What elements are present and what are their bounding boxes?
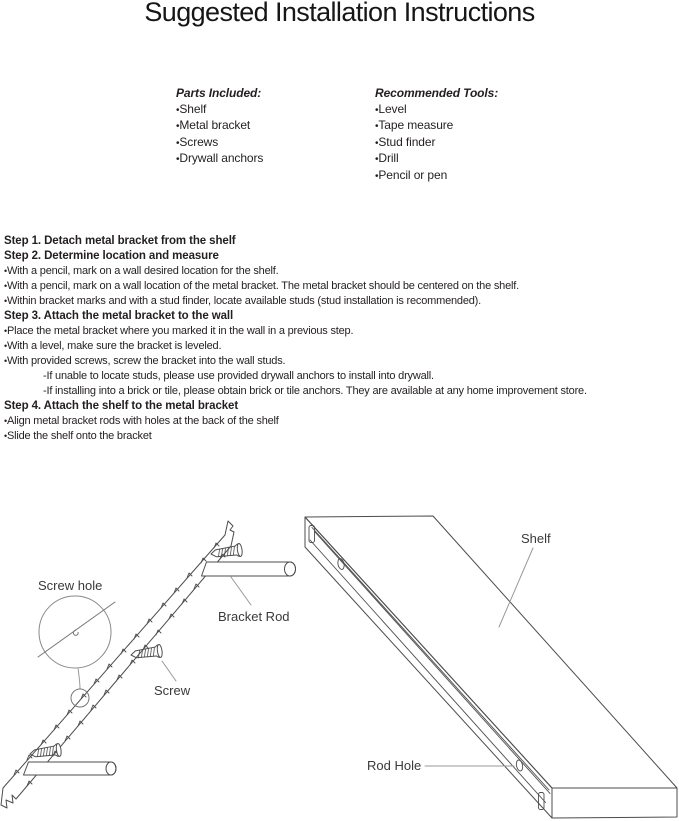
bracket-rod-top-drawing: [202, 562, 296, 576]
bracket-rod-leader: [231, 577, 251, 605]
keyhole-detail: [73, 630, 78, 635]
screw-hole-magnifier: [38, 596, 115, 707]
shelf-label: Shelf: [521, 531, 551, 546]
step-2-bullet: • With a pencil, mark on a wall location of the metal bracket. The metal bracket should be centered on the shelf.: [4, 279, 679, 294]
step-4-bullet: • Align metal bracket rods with holes at the back of the shelf: [4, 414, 679, 429]
shelf-drawing: [305, 516, 677, 818]
step-3-bullet: • With a level, make sure the bracket is leveled.: [4, 339, 679, 354]
page-title: Suggested Installation Instructions: [144, 0, 535, 27]
step-3-bullet: • Place the metal bracket where you marked it in the wall in a previous step.: [4, 324, 679, 339]
bracket-rod-label: Bracket Rod: [218, 609, 290, 624]
parts-item: • Drywall anchors: [176, 151, 263, 168]
installation-diagram: [0, 480, 679, 821]
bracket-rod-bottom-drawing: [24, 762, 117, 775]
tools-item: • Drill: [375, 151, 498, 168]
step-3-bullet: • With provided screws, screw the bracket into the wall studs.: [4, 354, 679, 369]
tools-heading: Recommended Tools:: [375, 86, 499, 100]
tools-item: • Stud finder: [375, 135, 498, 152]
step-2-bullet: • Within bracket marks and with a stud finder, locate available studs (stud installation is recommended).: [4, 294, 679, 309]
step-3-heading: Step 3. Attach the metal bracket to the wall: [4, 310, 234, 322]
shelf-channel: [309, 526, 550, 810]
leader-lines: [162, 548, 533, 766]
screw-label: Screw: [154, 683, 191, 698]
parts-heading: Parts Included:: [176, 86, 262, 100]
tools-item: • Pencil or pen: [375, 168, 498, 185]
instruction-steps: [4, 234, 679, 444]
step-4-bullet: • Slide the shelf onto the bracket: [4, 429, 679, 444]
recommended-tools-list: [375, 86, 498, 184]
parts-item: • Metal bracket: [176, 118, 263, 135]
parts-item: • Shelf: [176, 102, 263, 119]
step-2-bullet: • With a pencil, mark on a wall desired location for the shelf.: [4, 264, 679, 279]
parts-included-list: [176, 86, 263, 168]
rod-hole-label: Rod Hole: [367, 758, 422, 773]
step-4-heading: Step 4. Attach the shelf to the metal bracket: [4, 400, 239, 412]
shelf-leader: [499, 548, 533, 627]
step-3-subnote: -If unable to locate studs, please use provided drywall anchors to install into drywall.: [43, 370, 434, 382]
step-1-heading: Step 1. Detach metal bracket from the shelf: [4, 235, 236, 247]
parts-item: • Screws: [176, 135, 263, 152]
tools-item: • Tape measure: [375, 118, 498, 135]
step-3-subnote: -If installing into a brick or tile, please obtain brick or tile anchors. They are available at any home improvement store.: [43, 385, 587, 397]
screw-bottom-icon: [29, 743, 62, 760]
step-2-heading: Step 2. Determine location and measure: [4, 250, 219, 262]
screw-leader: [162, 661, 176, 681]
screw-hole-label: Screw hole: [38, 578, 103, 593]
tools-item: • Level: [375, 102, 498, 119]
